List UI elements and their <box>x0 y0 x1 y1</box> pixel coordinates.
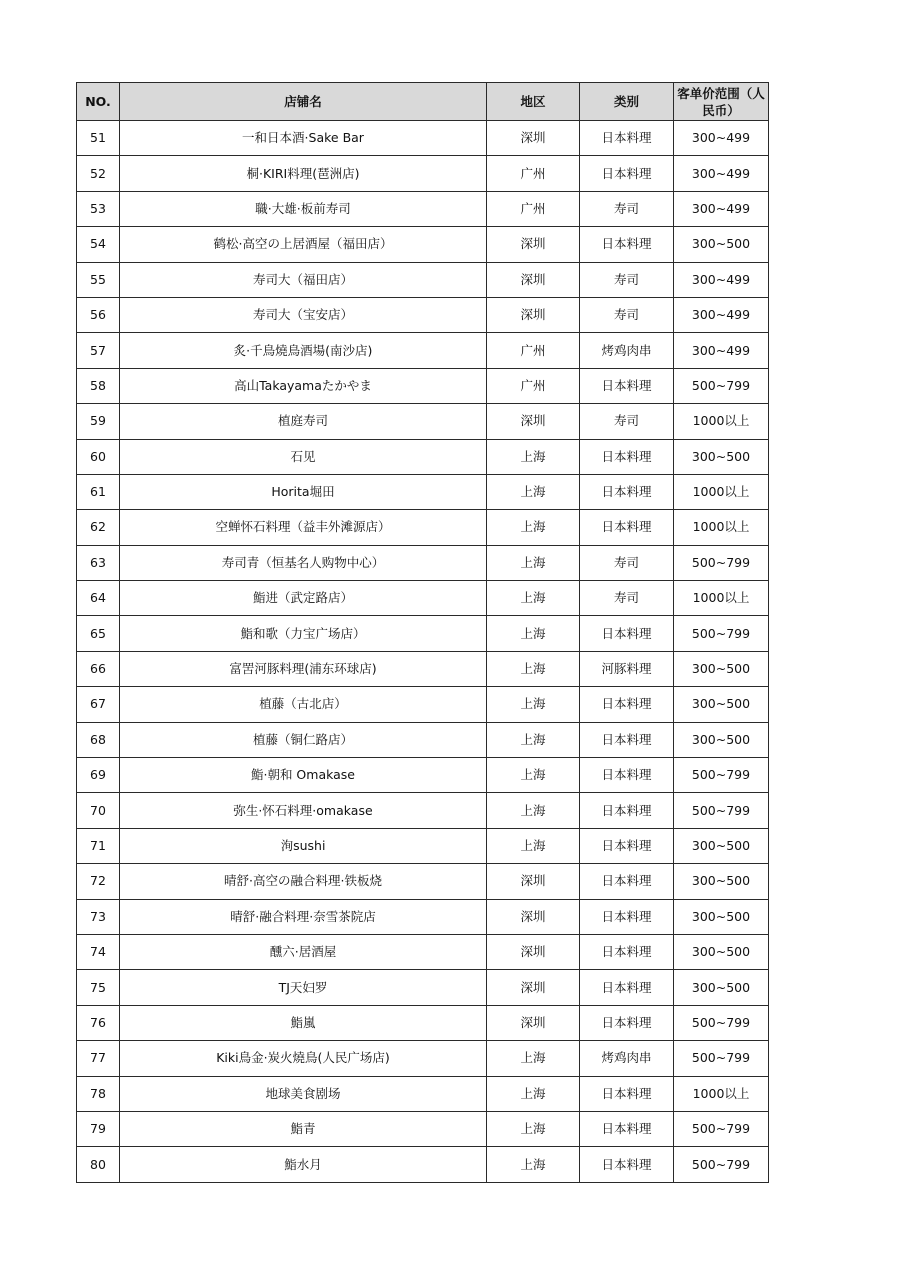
cell-category: 日本料理 <box>580 1147 674 1182</box>
table-row <box>77 262 769 297</box>
cell-store-name: 桐·KIRI料理(琶洲店) <box>120 156 487 191</box>
table-row <box>77 368 769 403</box>
cell-area: 上海 <box>487 439 580 474</box>
cell-price-range: 1000以上 <box>674 510 769 545</box>
cell-category: 日本料理 <box>580 970 674 1005</box>
table-row <box>77 758 769 793</box>
table-row <box>77 1005 769 1040</box>
cell-category: 日本料理 <box>580 227 674 262</box>
table-row <box>77 333 769 368</box>
cell-price-range: 300~499 <box>674 262 769 297</box>
cell-category: 河豚料理 <box>580 651 674 686</box>
cell-category: 日本料理 <box>580 828 674 863</box>
cell-area: 上海 <box>487 651 580 686</box>
cell-category: 日本料理 <box>580 687 674 722</box>
cell-area: 深圳 <box>487 934 580 969</box>
cell-store-name: Horita堀田 <box>120 474 487 509</box>
cell-no: 54 <box>77 227 120 262</box>
cell-store-name: 寿司大（福田店） <box>120 262 487 297</box>
cell-area: 深圳 <box>487 121 580 156</box>
cell-no: 64 <box>77 581 120 616</box>
table-row <box>77 510 769 545</box>
table-row <box>77 864 769 899</box>
cell-no: 63 <box>77 545 120 580</box>
cell-no: 55 <box>77 262 120 297</box>
cell-area: 上海 <box>487 722 580 757</box>
cell-price-range: 300~499 <box>674 297 769 332</box>
cell-no: 67 <box>77 687 120 722</box>
cell-area: 深圳 <box>487 899 580 934</box>
cell-price-range: 500~799 <box>674 545 769 580</box>
cell-store-name: 植藤（铜仁路店） <box>120 722 487 757</box>
table-header <box>77 83 769 121</box>
cell-category: 烤鸡肉串 <box>580 333 674 368</box>
table-row <box>77 297 769 332</box>
cell-price-range: 500~799 <box>674 1147 769 1182</box>
cell-category: 日本料理 <box>580 439 674 474</box>
table-row <box>77 793 769 828</box>
cell-area: 上海 <box>487 510 580 545</box>
cell-category: 寿司 <box>580 262 674 297</box>
cell-no: 69 <box>77 758 120 793</box>
cell-no: 68 <box>77 722 120 757</box>
header-row <box>77 83 769 121</box>
cell-no: 61 <box>77 474 120 509</box>
cell-category: 寿司 <box>580 191 674 226</box>
cell-area: 上海 <box>487 1041 580 1076</box>
cell-no: 76 <box>77 1005 120 1040</box>
cell-price-range: 500~799 <box>674 616 769 651</box>
cell-category: 日本料理 <box>580 121 674 156</box>
table-row <box>77 899 769 934</box>
cell-category: 烤鸡肉串 <box>580 1041 674 1076</box>
cell-store-name: 地球美食剧场 <box>120 1076 487 1111</box>
cell-no: 66 <box>77 651 120 686</box>
cell-store-name: 弥生·怀石料理·omakase <box>120 793 487 828</box>
cell-price-range: 300~499 <box>674 191 769 226</box>
cell-no: 78 <box>77 1076 120 1111</box>
cell-category: 日本料理 <box>580 722 674 757</box>
column-header-price: 客单价范围（人民币） <box>674 83 769 121</box>
column-header-category: 类别 <box>580 83 674 121</box>
cell-area: 广州 <box>487 191 580 226</box>
cell-store-name: 鮨青 <box>120 1111 487 1146</box>
cell-store-name: 鮨进（武定路店） <box>120 581 487 616</box>
table-row <box>77 439 769 474</box>
cell-store-name: 鮨和歌（力宝广场店） <box>120 616 487 651</box>
cell-category: 寿司 <box>580 581 674 616</box>
cell-store-name: 晴舒·融合料理·奈雪茶院店 <box>120 899 487 934</box>
cell-area: 上海 <box>487 1111 580 1146</box>
cell-price-range: 500~799 <box>674 1041 769 1076</box>
cell-no: 75 <box>77 970 120 1005</box>
cell-no: 57 <box>77 333 120 368</box>
column-header-area: 地区 <box>487 83 580 121</box>
cell-store-name: 一和日本酒·Sake Bar <box>120 121 487 156</box>
cell-no: 52 <box>77 156 120 191</box>
cell-area: 上海 <box>487 545 580 580</box>
cell-area: 上海 <box>487 1076 580 1111</box>
table-row <box>77 616 769 651</box>
cell-category: 日本料理 <box>580 368 674 403</box>
cell-category: 日本料理 <box>580 156 674 191</box>
cell-category: 日本料理 <box>580 793 674 828</box>
table-row <box>77 828 769 863</box>
cell-store-name: 鮨嵐 <box>120 1005 487 1040</box>
cell-store-name: 鮨·朝和 Omakase <box>120 758 487 793</box>
cell-area: 深圳 <box>487 404 580 439</box>
cell-area: 上海 <box>487 1147 580 1182</box>
cell-price-range: 500~799 <box>674 1111 769 1146</box>
cell-no: 72 <box>77 864 120 899</box>
cell-store-name: 植藤（古北店） <box>120 687 487 722</box>
cell-category: 日本料理 <box>580 899 674 934</box>
cell-area: 深圳 <box>487 864 580 899</box>
cell-price-range: 300~499 <box>674 333 769 368</box>
cell-no: 51 <box>77 121 120 156</box>
table-row <box>77 1147 769 1182</box>
table-row <box>77 722 769 757</box>
cell-no: 58 <box>77 368 120 403</box>
cell-area: 深圳 <box>487 1005 580 1040</box>
cell-store-name: 洵sushi <box>120 828 487 863</box>
cell-area: 深圳 <box>487 262 580 297</box>
cell-price-range: 300~499 <box>674 156 769 191</box>
table-row <box>77 227 769 262</box>
cell-price-range: 300~500 <box>674 227 769 262</box>
cell-price-range: 300~500 <box>674 899 769 934</box>
cell-no: 65 <box>77 616 120 651</box>
cell-no: 56 <box>77 297 120 332</box>
cell-price-range: 1000以上 <box>674 1076 769 1111</box>
cell-price-range: 500~799 <box>674 793 769 828</box>
cell-no: 74 <box>77 934 120 969</box>
table-row <box>77 687 769 722</box>
cell-area: 广州 <box>487 333 580 368</box>
cell-no: 77 <box>77 1041 120 1076</box>
cell-category: 日本料理 <box>580 1111 674 1146</box>
restaurant-table <box>76 82 769 1183</box>
cell-store-name: 鹤松·高空の上居酒屋（福田店） <box>120 227 487 262</box>
cell-no: 53 <box>77 191 120 226</box>
cell-category: 日本料理 <box>580 510 674 545</box>
cell-area: 深圳 <box>487 297 580 332</box>
cell-store-name: TJ天妇罗 <box>120 970 487 1005</box>
cell-area: 上海 <box>487 687 580 722</box>
cell-area: 广州 <box>487 368 580 403</box>
cell-store-name: 空蝉怀石料理（益丰外滩源店） <box>120 510 487 545</box>
cell-price-range: 300~500 <box>674 687 769 722</box>
cell-price-range: 300~500 <box>674 651 769 686</box>
cell-no: 71 <box>77 828 120 863</box>
table-row <box>77 545 769 580</box>
cell-price-range: 500~799 <box>674 368 769 403</box>
cell-store-name: 寿司青（恒基名人购物中心） <box>120 545 487 580</box>
cell-price-range: 1000以上 <box>674 404 769 439</box>
cell-area: 上海 <box>487 616 580 651</box>
table-row <box>77 1041 769 1076</box>
cell-store-name: 職·大雄·板前寿司 <box>120 191 487 226</box>
cell-no: 60 <box>77 439 120 474</box>
cell-no: 62 <box>77 510 120 545</box>
cell-area: 上海 <box>487 793 580 828</box>
column-header-name: 店铺名 <box>120 83 487 121</box>
table-row <box>77 404 769 439</box>
cell-price-range: 300~499 <box>674 121 769 156</box>
cell-price-range: 500~799 <box>674 1005 769 1040</box>
cell-category: 日本料理 <box>580 474 674 509</box>
table-row <box>77 191 769 226</box>
cell-store-name: 醺六·居酒屋 <box>120 934 487 969</box>
cell-price-range: 1000以上 <box>674 474 769 509</box>
cell-store-name: 石见 <box>120 439 487 474</box>
cell-area: 上海 <box>487 581 580 616</box>
cell-area: 广州 <box>487 156 580 191</box>
cell-category: 寿司 <box>580 545 674 580</box>
column-header-no: NO. <box>77 83 120 121</box>
table-row <box>77 651 769 686</box>
cell-store-name: 寿司大（宝安店） <box>120 297 487 332</box>
cell-store-name: 晴舒·高空の融合料理·铁板烧 <box>120 864 487 899</box>
cell-store-name: 富罟河豚料理(浦东环球店) <box>120 651 487 686</box>
table-row <box>77 1076 769 1111</box>
cell-category: 日本料理 <box>580 758 674 793</box>
cell-area: 上海 <box>487 828 580 863</box>
table-row <box>77 474 769 509</box>
cell-no: 80 <box>77 1147 120 1182</box>
cell-category: 日本料理 <box>580 1076 674 1111</box>
cell-category: 寿司 <box>580 404 674 439</box>
cell-category: 日本料理 <box>580 864 674 899</box>
cell-category: 寿司 <box>580 297 674 332</box>
cell-price-range: 1000以上 <box>674 581 769 616</box>
cell-store-name: 鮨水月 <box>120 1147 487 1182</box>
cell-price-range: 300~500 <box>674 970 769 1005</box>
cell-price-range: 300~500 <box>674 722 769 757</box>
cell-store-name: 高山Takayamaたかやま <box>120 368 487 403</box>
table-row <box>77 970 769 1005</box>
table-row <box>77 934 769 969</box>
cell-no: 79 <box>77 1111 120 1146</box>
table-row <box>77 581 769 616</box>
cell-category: 日本料理 <box>580 1005 674 1040</box>
cell-store-name: Kiki鳥金·炭火燒鳥(人民广场店) <box>120 1041 487 1076</box>
cell-area: 上海 <box>487 758 580 793</box>
cell-store-name: 炙·千鳥燒鳥酒場(南沙店) <box>120 333 487 368</box>
cell-area: 上海 <box>487 474 580 509</box>
cell-price-range: 300~500 <box>674 864 769 899</box>
cell-price-range: 300~500 <box>674 828 769 863</box>
table-row <box>77 121 769 156</box>
cell-no: 59 <box>77 404 120 439</box>
cell-no: 70 <box>77 793 120 828</box>
cell-area: 深圳 <box>487 227 580 262</box>
cell-price-range: 300~500 <box>674 439 769 474</box>
table-row <box>77 156 769 191</box>
cell-category: 日本料理 <box>580 934 674 969</box>
cell-price-range: 300~500 <box>674 934 769 969</box>
cell-no: 73 <box>77 899 120 934</box>
cell-store-name: 植庭寿司 <box>120 404 487 439</box>
cell-category: 日本料理 <box>580 616 674 651</box>
table-row <box>77 1111 769 1146</box>
cell-area: 深圳 <box>487 970 580 1005</box>
cell-price-range: 500~799 <box>674 758 769 793</box>
table-body <box>77 121 769 1183</box>
